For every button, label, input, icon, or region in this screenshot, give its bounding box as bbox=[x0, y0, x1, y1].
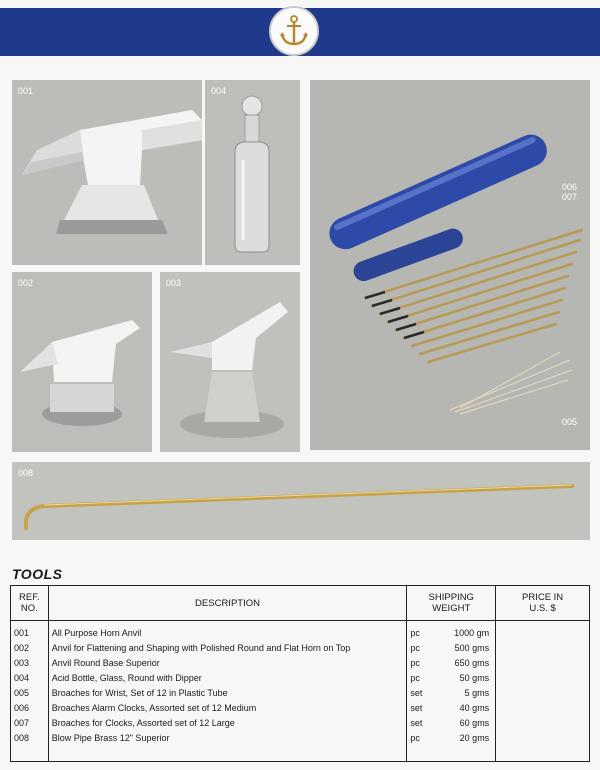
table-row bbox=[11, 655, 590, 670]
column-header-ref bbox=[11, 586, 49, 621]
table-row bbox=[11, 640, 590, 655]
row-price bbox=[496, 730, 590, 762]
anchor-icon bbox=[276, 13, 312, 49]
row-ref: 004 bbox=[11, 670, 49, 685]
row-price bbox=[496, 640, 590, 655]
photo-anvil-001 bbox=[12, 80, 202, 265]
row-unit: set bbox=[407, 715, 437, 730]
photo-ref-label: 002 bbox=[18, 278, 34, 288]
table-row bbox=[11, 685, 590, 700]
table-row bbox=[11, 715, 590, 730]
row-weight: 40 gms bbox=[436, 700, 495, 715]
row-ref: 001 bbox=[11, 621, 49, 641]
header-text: U.S. $ bbox=[529, 603, 556, 614]
row-weight: 50 gms bbox=[436, 670, 495, 685]
anvil-illustration bbox=[12, 272, 152, 452]
row-unit: pc bbox=[407, 621, 437, 641]
blow-pipe-illustration bbox=[12, 462, 590, 540]
row-weight: 20 gms bbox=[436, 730, 495, 762]
row-description: Anvil Round Base Superior bbox=[48, 655, 407, 670]
row-ref: 002 bbox=[11, 640, 49, 655]
photo-ref-label: 006 007 bbox=[562, 182, 578, 202]
row-description: Blow Pipe Brass 12" Superior bbox=[48, 730, 407, 762]
row-description: Acid Bottle, Glass, Round with Dipper bbox=[48, 670, 407, 685]
row-description: Broaches for Wrist, Set of 12 in Plastic Tube bbox=[48, 685, 407, 700]
header-text: SHIPPING bbox=[428, 592, 474, 603]
photo-ref-label: 004 bbox=[211, 86, 227, 96]
header-text: WEIGHT bbox=[432, 603, 471, 614]
row-ref: 005 bbox=[11, 685, 49, 700]
row-ref: 003 bbox=[11, 655, 49, 670]
photo-anvil-002 bbox=[12, 272, 152, 452]
row-description: All Purpose Horn Anvil bbox=[48, 621, 407, 641]
table-row bbox=[11, 621, 590, 641]
table-row bbox=[11, 700, 590, 715]
row-description: Broaches Alarm Clocks, Assorted set of 12 Medium bbox=[48, 700, 407, 715]
photo-broaches-006-007 bbox=[310, 80, 590, 450]
photo-ref-label: 001 bbox=[18, 86, 34, 96]
table-header-row bbox=[11, 586, 590, 621]
photo-ref-label: 003 bbox=[166, 278, 182, 288]
section-title: TOOLS bbox=[12, 566, 63, 582]
column-header-shipping-weight bbox=[407, 586, 496, 621]
column-header-price bbox=[496, 586, 590, 621]
broaches-illustration bbox=[310, 80, 590, 450]
row-description: Anvil for Flattening and Shaping with Polished Round and Flat Horn on Top bbox=[48, 640, 407, 655]
anvil-round-base-illustration bbox=[160, 272, 300, 452]
row-weight: 5 gms bbox=[436, 685, 495, 700]
bottle-illustration bbox=[205, 80, 300, 265]
row-unit: pc bbox=[407, 670, 437, 685]
row-ref: 008 bbox=[11, 730, 49, 762]
column-header-description: DESCRIPTION bbox=[48, 586, 407, 621]
row-price bbox=[496, 685, 590, 700]
row-price bbox=[496, 655, 590, 670]
row-unit: pc bbox=[407, 655, 437, 670]
photo-ref-label: 008 bbox=[18, 468, 34, 478]
anvil-illustration bbox=[12, 80, 202, 265]
table-row bbox=[11, 730, 590, 762]
row-weight: 1000 gm bbox=[436, 621, 495, 641]
product-table bbox=[10, 585, 590, 762]
row-unit: set bbox=[407, 700, 437, 715]
row-price bbox=[496, 715, 590, 730]
row-price bbox=[496, 621, 590, 641]
photo-blow-pipe-008 bbox=[12, 462, 590, 540]
table-row bbox=[11, 670, 590, 685]
row-weight: 500 gms bbox=[436, 640, 495, 655]
header-text: REF. bbox=[19, 592, 40, 603]
row-price bbox=[496, 670, 590, 685]
row-ref: 007 bbox=[11, 715, 49, 730]
row-ref: 006 bbox=[11, 700, 49, 715]
row-unit: pc bbox=[407, 640, 437, 655]
row-unit: set bbox=[407, 685, 437, 700]
ref-label-005: 005 bbox=[562, 417, 578, 427]
row-weight: 650 gms bbox=[436, 655, 495, 670]
header-text: PRICE IN bbox=[522, 592, 564, 603]
logo bbox=[269, 6, 319, 56]
header-text: NO. bbox=[20, 603, 38, 614]
photo-bottle-004 bbox=[205, 80, 300, 265]
row-description: Broaches for Clocks, Assorted set of 12 Large bbox=[48, 715, 407, 730]
row-price bbox=[496, 700, 590, 715]
photo-anvil-003 bbox=[160, 272, 300, 452]
row-weight: 60 gms bbox=[436, 715, 495, 730]
row-unit: pc bbox=[407, 730, 437, 762]
